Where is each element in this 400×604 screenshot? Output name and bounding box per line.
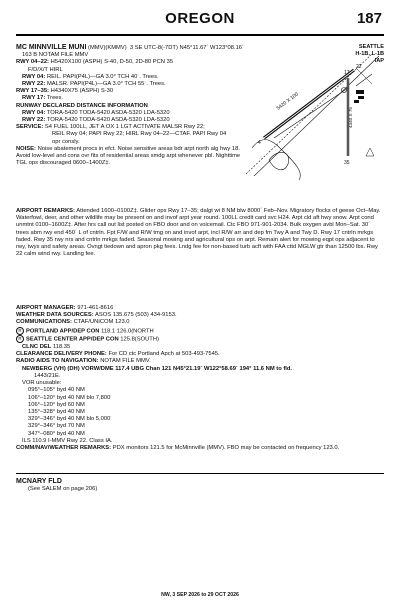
freq-label: SEATTLE CENTER APP/DEP CON	[26, 336, 119, 343]
runway-lighting: F/D/X/T HIRL	[28, 66, 63, 73]
runway-end-label: RWY 04:	[22, 73, 46, 80]
comms-text: CTAF/UNICOM 123.0	[73, 319, 130, 326]
service-continued: opr consly.	[52, 138, 80, 145]
runway-text: H5420X100 (ASPH) S-40, D-50, 2D-80 PCN 35	[50, 59, 174, 66]
vor-unusable-item: 106°–120° byd 60 NM	[28, 401, 85, 408]
declared-distance-values: TORA-5420 TODA-5420 ASDA-5320 LDA-5320	[46, 109, 170, 116]
runway-end-text: REIL. PAPI(P4L)—GA 3.0° TCH 40´. Trees.	[46, 73, 159, 80]
service-continued: REIL Rwy 04; PAPI Rwy 22; HIRL Rwy 04–22—CTAF. PAPI Rwy 04	[52, 131, 227, 138]
parallel-taxiway	[274, 88, 348, 138]
vor-line-continued: 1443/21E.	[34, 372, 61, 379]
page-number: 187	[356, 10, 382, 27]
comm-remarks-text: PDX monitors 121.5 for McMinnville (MMV). FBO may be contacted on frequency 123.0.	[112, 444, 340, 451]
north-arrow-icon	[366, 148, 374, 156]
declared-distance-label: RWY 04:	[22, 109, 46, 116]
weather-label: WEATHER DATA SOURCES:	[16, 312, 94, 319]
vor-unusable-item: 106°–120° byd 40 NM blo 7,800´	[28, 394, 113, 401]
freq-label: CLNC DEL	[22, 344, 52, 351]
runway-label: RWY 04–22:	[16, 59, 49, 66]
radar-icon: R	[16, 335, 24, 343]
state-heading: OREGON	[165, 10, 235, 27]
diagram-rwy17-label: 17	[344, 70, 350, 76]
freq-value: 125.8(SOUTH)	[120, 336, 159, 343]
runway-label: RWY 17–35:	[16, 88, 49, 95]
vor-unusable-item: 095°–105° byd 40 NM	[28, 387, 85, 394]
next-airport-name: MCNARY FLD	[16, 478, 62, 485]
airport-name: MC MINNVILLE MUNI	[16, 44, 87, 51]
airport-entry	[16, 44, 248, 167]
apron-block-1	[356, 90, 364, 94]
diagram-rwy1-dims: 5420 X 100	[275, 91, 300, 112]
weather-text: ASOS 135.675 (503) 434-9153.	[95, 312, 177, 319]
apron-block-3	[354, 100, 359, 103]
contact-block	[16, 305, 384, 452]
vor-unusable-item: 329°–346° byd 40 NM blo 5,000´	[28, 416, 113, 423]
footer-validity: NW, 3 SEP 2026 to 29 OCT 2026	[161, 592, 239, 598]
loop-road	[269, 152, 289, 169]
vor-unusable-item: 329°–346° byd 70 NM	[28, 423, 85, 430]
runway-end-text: Trees.	[46, 95, 64, 102]
diagram-rwy35-label: 35	[344, 160, 350, 166]
next-airport-entry	[16, 478, 384, 493]
airport-idents: (MMV)(KMMV)	[88, 45, 127, 51]
remarks-block	[16, 208, 384, 258]
section-divider	[16, 473, 384, 474]
remarks-label: AIRPORT REMARKS:	[16, 208, 75, 214]
freq-value: 118.35	[52, 344, 71, 351]
chart-types: H-1B, L-1B	[355, 51, 384, 57]
freq-label: PORTLAND APP/DEP CON	[26, 328, 100, 335]
navaids-text: NOTAM FILE MMV.	[100, 358, 151, 365]
service-label: SERVICE:	[16, 124, 44, 131]
clearance-text: For CD ctc Portland Apch at 503-493-7545.	[108, 351, 220, 358]
apron-block-2	[358, 96, 364, 99]
noise-label: NOISE:	[16, 145, 36, 152]
comm-remarks-label: COMM/NAV/WEATHER REMARKS:	[16, 444, 112, 451]
radar-icon: R	[16, 327, 24, 335]
next-airport-reference[interactable]: (See SALEM on page 206)	[28, 486, 98, 493]
diagram-rwy4-label: 4	[258, 140, 261, 146]
vor-unusable-item: 135°–328° byd 40 NM	[28, 408, 85, 415]
runway-04-22-centerline	[264, 70, 354, 138]
manager-label: AIRPORT MANAGER:	[16, 305, 76, 311]
airport-location: 3 SE UTC-8(-7DT) N45°11.67´ W123°08.16´	[129, 45, 244, 51]
header-rule	[16, 34, 384, 36]
airport-elevation-line: 163 B NOTAM FILE MMV	[22, 52, 89, 59]
chart-region: SEATTLE	[358, 44, 384, 50]
diagram-rwy2-dims: 4340 X 75	[348, 107, 353, 128]
noise-text: Noise abatement procs in efct. Noise sensitive areas bdr arpt north alg hwy 18. Avoid low-level and cons ovr fits of residential areas smdg arpt whenever pbl. Nighttime TGL ops discouraged 0600–1400Z‡.	[16, 145, 241, 167]
navaids-label: RADIO AIDS TO NAVIGATION:	[16, 358, 99, 365]
iap-marker: IAP	[374, 58, 384, 64]
diagram-rwy22-label: 22	[356, 64, 362, 70]
airport-diagram	[244, 52, 384, 184]
runway-text: H4340X75 (ASPH) S-30	[50, 88, 114, 95]
highway-line	[254, 56, 379, 176]
comms-label: COMMUNICATIONS:	[16, 319, 72, 326]
declared-distance-values: TORA-5420 TODA-5420 ASDA-5320 LDA-5320	[46, 117, 170, 124]
service-text: S4 FUEL 100LL, JET A OX 1 LGT ACTIVATE MALSR Rwy 22;	[44, 124, 205, 131]
clearance-label: CLEARANCE DELIVERY PHONE:	[16, 351, 107, 358]
remarks-text: Attended 1600–0100Z‡. Glider ops Rwy 17–35; dalgt wi 8 NM blw 8000´ Feb–Nov. Migratory flocks of geese Oct–May. Waterfowl, deer, and other wildlife may be present on and invof arpt year round. 100LL credit card svc H24. Arpt cld aft hwy snow. Arpt cond unmtnt 0100–1600Z‡. After hrs call out list posted on FBO door and on voicemail. Ctc FBO 971-901-2034. Bulk oxygen avbl Mon–Sat. 30´ trees abm rwy end 450´ L of cntrln. Fpt F/W and R/W tmg on and invof arpt, incl R/W arr and dep fm Twy A and Twy D. Rwy 17 cntrln mrkgs faded. Rwy 35 rwy nrs and cntrln mrkgs faded. Seasonal mowing and agricultural ops on arpt. Remain alert for mowing eqpt ops adjacent to rwy, twys and safety areas. Ovngt tiedown and apron pkg fees. Lndg fee for non-based turb acft with FAA cttd MGLW gtr than 12500 lbs. Rwy 22 calm wind rwy. Landing fee.	[16, 208, 381, 258]
vor-unusable-label: VOR unusable:	[22, 380, 62, 387]
ils-line: ILS 110.9 I-MMV Rwy 22. Class IA.	[22, 437, 113, 444]
runway-end-text: MALSR. PAPI(P4L)—GA 3.0° TCH 55´. Trees.	[46, 81, 166, 88]
vor-line: NEWBERG (VH) (DH) VORW/DME 117.4 UBG Chan 121 N45°21.19´ W122°58.69´ 194° 11.6 NM to fld.	[22, 365, 293, 372]
runway-end-label: RWY 17:	[22, 95, 46, 102]
declared-distance-label: RWY 22:	[22, 117, 46, 124]
vor-unusable-item: 347°–080° byd 40 NM	[28, 430, 85, 437]
manager-phone: 971-461-8616	[77, 305, 114, 311]
freq-value: 118.1 126.0(NORTH	[101, 328, 154, 335]
declared-distance-title: RUNWAY DECLARED DISTANCE INFORMATION	[16, 102, 148, 109]
runway-end-label: RWY 22:	[22, 81, 46, 88]
